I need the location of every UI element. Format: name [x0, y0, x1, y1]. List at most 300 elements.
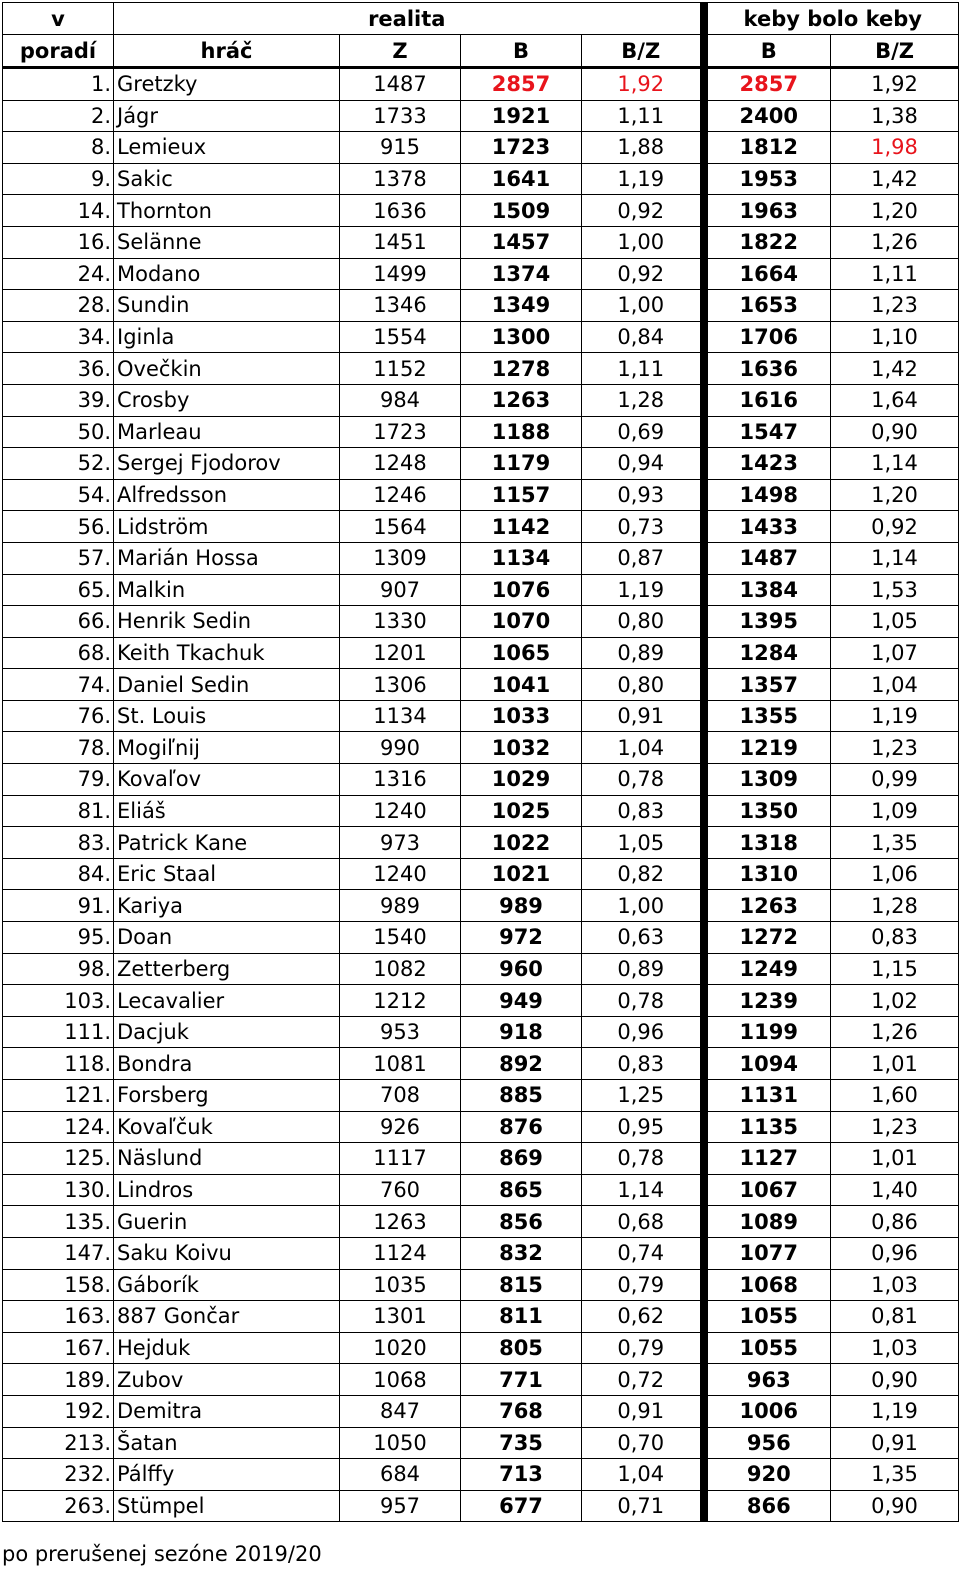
ppg-cell: 0,62	[582, 1301, 704, 1333]
player-cell: Näslund	[114, 1143, 340, 1175]
alt-points-cell: 1219	[704, 732, 831, 764]
group-header-keby: keby bolo keby	[704, 3, 959, 35]
alt-ppg-cell: 0,99	[831, 764, 959, 796]
alt-points-cell: 1272	[704, 922, 831, 954]
rank-cell: 66.	[3, 606, 114, 638]
ppg-cell: 0,91	[582, 1395, 704, 1427]
header-row-bottom	[3, 35, 959, 68]
games-cell: 1564	[340, 511, 461, 543]
table-row	[3, 574, 959, 606]
alt-ppg-cell: 1,92	[831, 68, 959, 101]
player-cell: Šatan	[114, 1427, 340, 1459]
player-cell: Forsberg	[114, 1080, 340, 1112]
player-cell: Stümpel	[114, 1490, 340, 1522]
points-cell: 869	[461, 1143, 582, 1175]
rank-cell: 2.	[3, 100, 114, 132]
points-cell: 989	[461, 890, 582, 922]
games-cell: 1487	[340, 68, 461, 101]
alt-ppg-header: B/Z	[831, 35, 959, 68]
rank-cell: 16.	[3, 226, 114, 258]
alt-ppg-cell: 1,38	[831, 100, 959, 132]
ppg-cell: 1,11	[582, 353, 704, 385]
ppg-cell: 0,79	[582, 1332, 704, 1364]
points-cell: 972	[461, 922, 582, 954]
player-cell: Eliáš	[114, 795, 340, 827]
table-row	[3, 100, 959, 132]
table-row	[3, 764, 959, 796]
player-cell: Kovaľčuk	[114, 1111, 340, 1143]
points-header: B	[461, 35, 582, 68]
alt-points-cell: 1310	[704, 858, 831, 890]
games-cell: 1240	[340, 858, 461, 890]
rank-cell: 39.	[3, 384, 114, 416]
games-cell: 990	[340, 732, 461, 764]
ppg-cell: 0,78	[582, 985, 704, 1017]
games-cell: 1246	[340, 479, 461, 511]
points-cell: 856	[461, 1206, 582, 1238]
rank-cell: 54.	[3, 479, 114, 511]
alt-ppg-cell: 1,15	[831, 953, 959, 985]
rank-cell: 28.	[3, 290, 114, 322]
alt-ppg-cell: 1,04	[831, 669, 959, 701]
ppg-cell: 0,89	[582, 953, 704, 985]
alt-points-cell: 1547	[704, 416, 831, 448]
table-row	[3, 795, 959, 827]
alt-points-cell: 1127	[704, 1143, 831, 1175]
rank-cell: 68.	[3, 637, 114, 669]
stats-table	[2, 2, 959, 1522]
alt-points-cell: 1953	[704, 163, 831, 195]
games-cell: 1451	[340, 226, 461, 258]
rank-cell: 74.	[3, 669, 114, 701]
table-row	[3, 416, 959, 448]
ppg-cell: 1,00	[582, 290, 704, 322]
alt-ppg-cell: 1,07	[831, 637, 959, 669]
rank-cell: 135.	[3, 1206, 114, 1238]
table-row	[3, 479, 959, 511]
points-cell: 1921	[461, 100, 582, 132]
table-row	[3, 1301, 959, 1333]
games-cell: 1201	[340, 637, 461, 669]
games-header: Z	[340, 35, 461, 68]
alt-points-cell: 1616	[704, 384, 831, 416]
rank-cell: 34.	[3, 321, 114, 353]
alt-ppg-cell: 1,03	[831, 1269, 959, 1301]
points-cell: 960	[461, 953, 582, 985]
table-row	[3, 1206, 959, 1238]
player-cell: Zetterberg	[114, 953, 340, 985]
rank-cell: 79.	[3, 764, 114, 796]
alt-ppg-cell: 1,53	[831, 574, 959, 606]
games-cell: 1636	[340, 195, 461, 227]
ppg-cell: 0,87	[582, 542, 704, 574]
alt-ppg-cell: 1,09	[831, 795, 959, 827]
rank-cell: 130.	[3, 1174, 114, 1206]
rank-cell: 65.	[3, 574, 114, 606]
table-row	[3, 953, 959, 985]
player-cell: Kovaľov	[114, 764, 340, 796]
rank-cell: 189.	[3, 1364, 114, 1396]
games-cell: 1723	[340, 416, 461, 448]
alt-ppg-cell: 1,19	[831, 700, 959, 732]
rank-cell: 1.	[3, 68, 114, 101]
alt-points-cell: 1963	[704, 195, 831, 227]
points-cell: 1349	[461, 290, 582, 322]
alt-points-cell: 1423	[704, 448, 831, 480]
ppg-cell: 0,71	[582, 1490, 704, 1522]
points-cell: 805	[461, 1332, 582, 1364]
alt-points-cell: 1055	[704, 1332, 831, 1364]
table-row	[3, 511, 959, 543]
table-row	[3, 669, 959, 701]
rank-header-bottom: poradí	[3, 35, 114, 68]
player-cell: Lecavalier	[114, 985, 340, 1017]
games-cell: 1035	[340, 1269, 461, 1301]
points-cell: 1509	[461, 195, 582, 227]
rank-cell: 57.	[3, 542, 114, 574]
rank-cell: 9.	[3, 163, 114, 195]
group-header-realita: realita	[114, 3, 704, 35]
ppg-cell: 0,91	[582, 700, 704, 732]
ppg-cell: 0,92	[582, 195, 704, 227]
table-row	[3, 321, 959, 353]
rank-cell: 147.	[3, 1237, 114, 1269]
rank-cell: 167.	[3, 1332, 114, 1364]
alt-ppg-cell: 1,26	[831, 1016, 959, 1048]
alt-points-cell: 1263	[704, 890, 831, 922]
player-cell: Mogiľnij	[114, 732, 340, 764]
alt-ppg-cell: 1,26	[831, 226, 959, 258]
alt-ppg-cell: 0,91	[831, 1427, 959, 1459]
alt-ppg-cell: 1,20	[831, 479, 959, 511]
player-cell: 887 Gončar	[114, 1301, 340, 1333]
alt-points-cell: 963	[704, 1364, 831, 1396]
table-row	[3, 353, 959, 385]
player-cell: Doan	[114, 922, 340, 954]
table-row	[3, 1143, 959, 1175]
alt-points-cell: 1664	[704, 258, 831, 290]
alt-ppg-cell: 0,90	[831, 1364, 959, 1396]
points-cell: 892	[461, 1048, 582, 1080]
player-cell: Modano	[114, 258, 340, 290]
alt-ppg-cell: 1,60	[831, 1080, 959, 1112]
player-cell: Sakic	[114, 163, 340, 195]
alt-points-cell: 1350	[704, 795, 831, 827]
player-cell: Sergej Fjodorov	[114, 448, 340, 480]
table-row	[3, 1080, 959, 1112]
alt-ppg-cell: 0,96	[831, 1237, 959, 1269]
alt-points-header: B	[704, 35, 831, 68]
points-cell: 1300	[461, 321, 582, 353]
rank-cell: 213.	[3, 1427, 114, 1459]
games-cell: 926	[340, 1111, 461, 1143]
alt-ppg-cell: 0,86	[831, 1206, 959, 1238]
ppg-cell: 1,00	[582, 226, 704, 258]
alt-points-cell: 1135	[704, 1111, 831, 1143]
games-cell: 1540	[340, 922, 461, 954]
games-cell: 1554	[340, 321, 461, 353]
points-cell: 876	[461, 1111, 582, 1143]
table-row	[3, 1016, 959, 1048]
rank-cell: 91.	[3, 890, 114, 922]
alt-points-cell: 866	[704, 1490, 831, 1522]
alt-ppg-cell: 1,06	[831, 858, 959, 890]
games-cell: 1330	[340, 606, 461, 638]
games-cell: 1020	[340, 1332, 461, 1364]
rank-cell: 50.	[3, 416, 114, 448]
ppg-cell: 0,82	[582, 858, 704, 890]
table-row	[3, 700, 959, 732]
rank-cell: 118.	[3, 1048, 114, 1080]
points-cell: 735	[461, 1427, 582, 1459]
games-cell: 1240	[340, 795, 461, 827]
player-cell: Thornton	[114, 195, 340, 227]
ppg-cell: 1,00	[582, 890, 704, 922]
ppg-cell: 0,94	[582, 448, 704, 480]
player-cell: Daniel Sedin	[114, 669, 340, 701]
points-cell: 1263	[461, 384, 582, 416]
player-cell: Dacjuk	[114, 1016, 340, 1048]
player-cell: Iginla	[114, 321, 340, 353]
alt-points-cell: 1318	[704, 827, 831, 859]
player-cell: Gáborík	[114, 1269, 340, 1301]
alt-points-cell: 1089	[704, 1206, 831, 1238]
games-cell: 1081	[340, 1048, 461, 1080]
table-row	[3, 985, 959, 1017]
alt-points-cell: 1812	[704, 132, 831, 164]
rank-cell: 121.	[3, 1080, 114, 1112]
points-cell: 949	[461, 985, 582, 1017]
points-cell: 771	[461, 1364, 582, 1396]
rank-cell: 192.	[3, 1395, 114, 1427]
table-row	[3, 1332, 959, 1364]
player-header: hráč	[114, 35, 340, 68]
ppg-cell: 0,80	[582, 669, 704, 701]
player-cell: Crosby	[114, 384, 340, 416]
points-cell: 677	[461, 1490, 582, 1522]
table-row	[3, 1174, 959, 1206]
alt-points-cell: 920	[704, 1459, 831, 1491]
alt-points-cell: 1433	[704, 511, 831, 543]
alt-points-cell: 1487	[704, 542, 831, 574]
alt-ppg-cell: 1,19	[831, 1395, 959, 1427]
ppg-header: B/Z	[582, 35, 704, 68]
player-cell: Alfredsson	[114, 479, 340, 511]
alt-ppg-cell: 1,01	[831, 1048, 959, 1080]
points-cell: 1032	[461, 732, 582, 764]
points-cell: 1723	[461, 132, 582, 164]
player-cell: Demitra	[114, 1395, 340, 1427]
ppg-cell: 0,83	[582, 795, 704, 827]
ppg-cell: 1,04	[582, 1459, 704, 1491]
ppg-cell: 0,84	[582, 321, 704, 353]
alt-ppg-cell: 1,42	[831, 163, 959, 195]
ppg-cell: 1,19	[582, 163, 704, 195]
alt-points-cell: 1006	[704, 1395, 831, 1427]
table-row	[3, 732, 959, 764]
alt-ppg-cell: 1,35	[831, 1459, 959, 1491]
games-cell: 1117	[340, 1143, 461, 1175]
alt-ppg-cell: 1,05	[831, 606, 959, 638]
table-row	[3, 258, 959, 290]
points-cell: 832	[461, 1237, 582, 1269]
player-cell: Kariya	[114, 890, 340, 922]
rank-cell: 111.	[3, 1016, 114, 1048]
player-cell: Selänne	[114, 226, 340, 258]
points-cell: 1457	[461, 226, 582, 258]
ppg-cell: 0,78	[582, 1143, 704, 1175]
table-row	[3, 858, 959, 890]
player-cell: Sundin	[114, 290, 340, 322]
table-row	[3, 606, 959, 638]
player-cell: St. Louis	[114, 700, 340, 732]
alt-points-cell: 1706	[704, 321, 831, 353]
games-cell: 684	[340, 1459, 461, 1491]
alt-ppg-cell: 1,10	[831, 321, 959, 353]
ppg-cell: 0,95	[582, 1111, 704, 1143]
games-cell: 1124	[340, 1237, 461, 1269]
rank-cell: 263.	[3, 1490, 114, 1522]
games-cell: 957	[340, 1490, 461, 1522]
points-cell: 1278	[461, 353, 582, 385]
alt-ppg-cell: 1,14	[831, 542, 959, 574]
ppg-cell: 0,92	[582, 258, 704, 290]
alt-points-cell: 1284	[704, 637, 831, 669]
rank-cell: 84.	[3, 858, 114, 890]
games-cell: 1068	[340, 1364, 461, 1396]
rank-cell: 14.	[3, 195, 114, 227]
table-row	[3, 1048, 959, 1080]
player-cell: Marián Hossa	[114, 542, 340, 574]
rank-cell: 36.	[3, 353, 114, 385]
player-cell: Lidström	[114, 511, 340, 543]
alt-ppg-cell: 1,40	[831, 1174, 959, 1206]
games-cell: 915	[340, 132, 461, 164]
games-cell: 708	[340, 1080, 461, 1112]
games-cell: 1263	[340, 1206, 461, 1238]
points-cell: 1134	[461, 542, 582, 574]
alt-points-cell: 1067	[704, 1174, 831, 1206]
table-row	[3, 68, 959, 101]
player-cell: Henrik Sedin	[114, 606, 340, 638]
rank-cell: 103.	[3, 985, 114, 1017]
ppg-cell: 0,83	[582, 1048, 704, 1080]
alt-ppg-cell: 0,92	[831, 511, 959, 543]
alt-points-cell: 1055	[704, 1301, 831, 1333]
alt-points-cell: 1357	[704, 669, 831, 701]
games-cell: 1499	[340, 258, 461, 290]
alt-ppg-cell: 1,42	[831, 353, 959, 385]
table-row	[3, 1459, 959, 1491]
points-cell: 865	[461, 1174, 582, 1206]
points-cell: 1041	[461, 669, 582, 701]
alt-points-cell: 1822	[704, 226, 831, 258]
table-row	[3, 1237, 959, 1269]
games-cell: 1050	[340, 1427, 461, 1459]
rank-cell: 78.	[3, 732, 114, 764]
games-cell: 1248	[340, 448, 461, 480]
alt-ppg-cell: 1,98	[831, 132, 959, 164]
points-cell: 815	[461, 1269, 582, 1301]
rank-cell: 158.	[3, 1269, 114, 1301]
games-cell: 760	[340, 1174, 461, 1206]
points-cell: 1070	[461, 606, 582, 638]
player-cell: Saku Koivu	[114, 1237, 340, 1269]
ppg-cell: 1,05	[582, 827, 704, 859]
table-row	[3, 637, 959, 669]
alt-points-cell: 1239	[704, 985, 831, 1017]
points-cell: 1179	[461, 448, 582, 480]
rank-cell: 124.	[3, 1111, 114, 1143]
alt-ppg-cell: 1,01	[831, 1143, 959, 1175]
footnote: po prerušenej sezóne 2019/20	[2, 1542, 322, 1566]
games-cell: 1346	[340, 290, 461, 322]
alt-points-cell: 1309	[704, 764, 831, 796]
table-row	[3, 290, 959, 322]
points-cell: 1157	[461, 479, 582, 511]
rank-cell: 56.	[3, 511, 114, 543]
alt-points-cell: 1653	[704, 290, 831, 322]
points-cell: 885	[461, 1080, 582, 1112]
table-row	[3, 1395, 959, 1427]
games-cell: 907	[340, 574, 461, 606]
alt-ppg-cell: 0,83	[831, 922, 959, 954]
player-cell: Gretzky	[114, 68, 340, 101]
alt-ppg-cell: 0,90	[831, 416, 959, 448]
table-row	[3, 827, 959, 859]
alt-points-cell: 1249	[704, 953, 831, 985]
player-cell: Hejduk	[114, 1332, 340, 1364]
rank-cell: 8.	[3, 132, 114, 164]
points-cell: 1021	[461, 858, 582, 890]
rank-cell: 52.	[3, 448, 114, 480]
alt-ppg-cell: 1,23	[831, 290, 959, 322]
points-cell: 1142	[461, 511, 582, 543]
points-cell: 1188	[461, 416, 582, 448]
points-cell: 1076	[461, 574, 582, 606]
table-row	[3, 195, 959, 227]
points-cell: 1641	[461, 163, 582, 195]
alt-points-cell: 1498	[704, 479, 831, 511]
alt-ppg-cell: 1,11	[831, 258, 959, 290]
points-cell: 713	[461, 1459, 582, 1491]
games-cell: 989	[340, 890, 461, 922]
points-cell: 2857	[461, 68, 582, 101]
points-cell: 1033	[461, 700, 582, 732]
player-cell: Jágr	[114, 100, 340, 132]
games-cell: 1309	[340, 542, 461, 574]
games-cell: 1378	[340, 163, 461, 195]
ppg-cell: 0,79	[582, 1269, 704, 1301]
player-cell: Marleau	[114, 416, 340, 448]
rank-cell: 98.	[3, 953, 114, 985]
ppg-cell: 0,70	[582, 1427, 704, 1459]
points-cell: 918	[461, 1016, 582, 1048]
ppg-cell: 0,69	[582, 416, 704, 448]
ppg-cell: 1,88	[582, 132, 704, 164]
alt-points-cell: 1355	[704, 700, 831, 732]
ppg-cell: 1,28	[582, 384, 704, 416]
ppg-cell: 1,14	[582, 1174, 704, 1206]
table-row	[3, 384, 959, 416]
alt-points-cell: 1068	[704, 1269, 831, 1301]
points-cell: 1025	[461, 795, 582, 827]
alt-points-cell: 2857	[704, 68, 831, 101]
points-cell: 1065	[461, 637, 582, 669]
games-cell: 973	[340, 827, 461, 859]
alt-ppg-cell: 1,14	[831, 448, 959, 480]
alt-ppg-cell: 0,90	[831, 1490, 959, 1522]
